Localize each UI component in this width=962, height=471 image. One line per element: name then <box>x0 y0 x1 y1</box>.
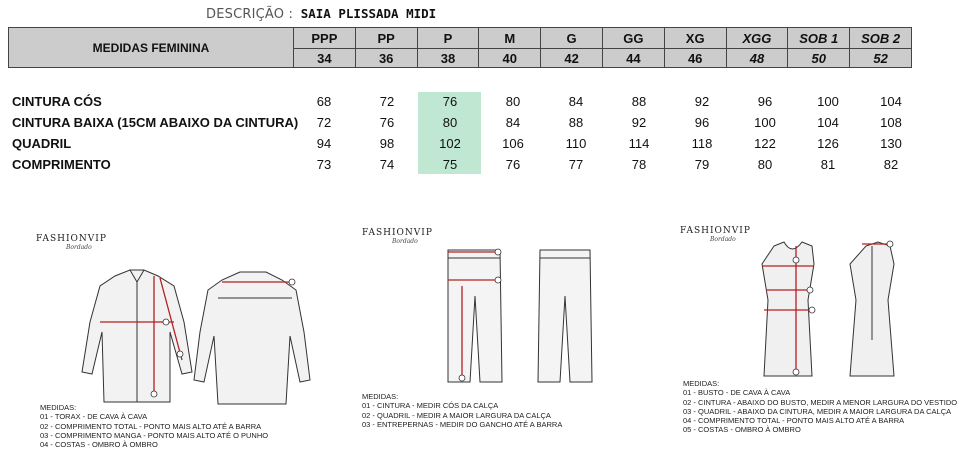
note-item: 01 - CINTURA - MEDIR CÓS DA CALÇA <box>362 401 499 411</box>
note-item: 03 - ENTREPERNAS - MEDIR DO GANCHO ATÉ A BARRA <box>362 419 563 429</box>
size-number: 48 <box>726 49 788 68</box>
size-number: 40 <box>479 49 541 68</box>
row-value: 114 <box>628 136 650 151</box>
brand-logo <box>680 226 751 243</box>
row-value: 73 <box>316 157 332 172</box>
row-value: 74 <box>379 157 395 172</box>
size-label: P <box>417 28 479 49</box>
description-value: SAIA PLISSADA MIDI <box>300 6 437 21</box>
size-label: SOB 1 <box>788 28 850 49</box>
shirt-diagram <box>70 262 320 412</box>
notes-heading: MEDIDAS: <box>362 392 399 401</box>
row-value: 94 <box>316 136 332 151</box>
row-value: 78 <box>631 157 647 172</box>
row-value: 76 <box>505 157 521 172</box>
row-value: 80 <box>505 94 521 109</box>
row-label: QUADRIL <box>12 136 72 151</box>
row-value: 108 <box>880 115 902 130</box>
dress-diagram <box>756 240 906 380</box>
row-value: 100 <box>817 94 839 109</box>
description-label: DESCRIÇÃO : <box>206 7 294 22</box>
size-label: PP <box>355 28 417 49</box>
note-item: 02 - COMPRIMENTO TOTAL - PONTO MAIS ALTO ATÉ A BARRA <box>40 421 262 431</box>
row-value: 106 <box>502 136 524 151</box>
row-value: 118 <box>691 136 713 151</box>
pants-diagram <box>440 246 600 386</box>
row-label: COMPRIMENTO <box>12 157 111 172</box>
notes-heading: MEDIDAS: <box>683 379 720 388</box>
row-value: 92 <box>631 115 647 130</box>
brand-subtitle: Bordado <box>392 238 418 245</box>
table-row <box>0 92 962 112</box>
row-value: 104 <box>817 115 839 130</box>
description-line <box>206 6 436 22</box>
note-item: 05 - COSTAS - OMBRO À OMBRO <box>683 425 801 435</box>
row-value: 92 <box>694 94 710 109</box>
note-item: 03 - COMPRIMENTO MANGA - PONTO MAIS ALTO ATÉ O PUNHO <box>40 430 269 440</box>
row-value: 130 <box>880 136 902 151</box>
note-item: 01 - TORAX - DE CAVA À CAVA <box>40 412 148 422</box>
measurement-notes <box>40 403 268 449</box>
row-value: 72 <box>379 94 395 109</box>
row-value: 100 <box>754 115 776 130</box>
row-value: 72 <box>316 115 332 130</box>
row-value: 76 <box>442 94 458 109</box>
brand-subtitle: Bordado <box>66 244 92 251</box>
size-header-table <box>8 27 912 68</box>
row-value: 96 <box>694 115 710 130</box>
size-number: 34 <box>294 49 356 68</box>
note-item: 04 - COSTAS - OMBRO À OMBRO <box>40 440 158 450</box>
row-value: 96 <box>757 94 773 109</box>
brand-subtitle: Bordado <box>710 236 736 243</box>
measurement-notes <box>683 379 957 435</box>
size-number: 52 <box>850 49 912 68</box>
note-item: 02 - CINTURA - ABAIXO DO BUSTO, MEDIR A MENOR LARGURA DO VESTIDO <box>683 397 958 407</box>
row-label: CINTURA CÓS <box>12 94 102 109</box>
size-number: 38 <box>417 49 479 68</box>
row-value: 110 <box>565 136 587 151</box>
size-label: PPP <box>294 28 356 49</box>
row-value: 82 <box>883 157 899 172</box>
table-row <box>0 134 962 154</box>
row-value: 80 <box>442 115 458 130</box>
row-value: 80 <box>757 157 773 172</box>
row-value: 76 <box>379 115 395 130</box>
row-value: 77 <box>568 157 584 172</box>
size-label: XG <box>664 28 726 49</box>
brand-name: FASHIONVIP <box>680 226 751 236</box>
row-value: 88 <box>631 94 647 109</box>
row-value: 81 <box>820 157 836 172</box>
row-value: 79 <box>694 157 710 172</box>
size-number: 44 <box>602 49 664 68</box>
row-label: CINTURA BAIXA (15CM ABAIXO DA CINTURA) <box>12 115 299 130</box>
table-title: MEDIDAS FEMININA <box>9 28 294 68</box>
brand-name: FASHIONVIP <box>362 228 433 238</box>
notes-heading: MEDIDAS: <box>40 403 77 412</box>
size-label: M <box>479 28 541 49</box>
size-label: SOB 2 <box>850 28 912 49</box>
row-value: 88 <box>568 115 584 130</box>
table-row <box>0 155 962 175</box>
row-value: 84 <box>568 94 584 109</box>
size-number: 42 <box>541 49 603 68</box>
size-label: XGG <box>726 28 788 49</box>
row-value: 68 <box>316 94 332 109</box>
row-value: 122 <box>754 136 776 151</box>
row-value: 102 <box>439 136 461 151</box>
table-row <box>0 113 962 133</box>
row-value: 75 <box>442 157 458 172</box>
row-value: 84 <box>505 115 521 130</box>
brand-name: FASHIONVIP <box>36 234 107 244</box>
size-number: 50 <box>788 49 850 68</box>
size-number: 36 <box>355 49 417 68</box>
brand-logo <box>36 234 107 251</box>
brand-logo <box>362 228 433 245</box>
size-label: G <box>541 28 603 49</box>
note-item: 01 - BUSTO - DE CAVA À CAVA <box>683 388 791 398</box>
note-item: 02 - QUADRIL - MEDIR A MAIOR LARGURA DA CALÇA <box>362 410 551 420</box>
row-value: 126 <box>817 136 839 151</box>
size-label: GG <box>602 28 664 49</box>
size-number: 46 <box>664 49 726 68</box>
measurement-notes <box>362 392 562 429</box>
note-item: 04 - COMPRIMENTO TOTAL - PONTO MAIS ALTO ATÉ A BARRA <box>683 416 905 426</box>
row-value: 98 <box>379 136 395 151</box>
row-value: 104 <box>880 94 902 109</box>
note-item: 03 - QUADRIL - ABAIXO DA CINTURA, MEDIR A MAIOR LARGURA DA CALÇA <box>683 406 952 416</box>
